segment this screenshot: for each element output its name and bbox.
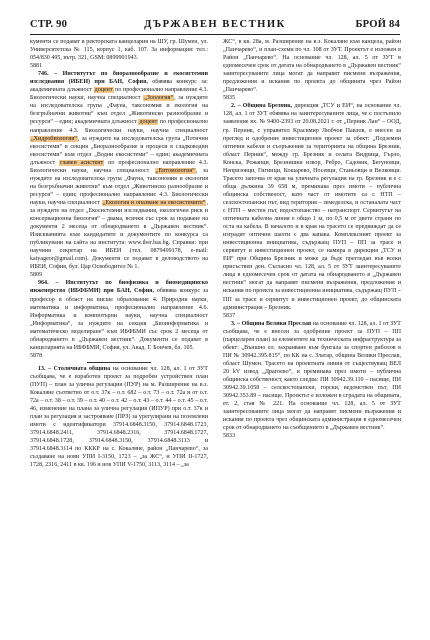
notice-number: 5809 <box>30 272 43 279</box>
text-run: , за нуждите на изследователска група „Фауна, таксономия и екология на безгръбначни животни“ към отдел „Животинско разнообразие и ресурси“ – един; академичната длъжност <box>30 95 208 126</box>
notice-ibfbmi <box>30 279 208 351</box>
notice-veliki-preslav <box>223 320 401 433</box>
notice-breznik <box>223 102 401 311</box>
paragraph: кументи се подават в ректорската канцелария на ШУ, гр. Шумен, ул. Университетска № 115, корпус 1, каб. 107. За информация: тел.: 054/830 495, вътр. 321, GSM: 0899901943. <box>30 39 208 62</box>
page-number: СТР. 90 <box>30 19 68 30</box>
highlight-entomology: „Ентомология“ <box>155 167 195 174</box>
publication-title: ДЪРЖАВЕН ВЕСТНИК <box>144 19 286 30</box>
notice-ibei <box>30 70 208 271</box>
notice-number: 5835 <box>223 95 236 102</box>
text-run: , за нуждите на изследователска група „Потични екосистеми“ в секция „Биоразнообразие и процеси в сладководни екосистеми“ към отдел „Водни екосистеми“ – един; академичната длъжност <box>30 135 208 166</box>
text-run: на основание чл. 128, ал. 1 от ЗУТ съобщава, че е изработен проект за подробен устройствен план (ПУП) – план за улична регулация (ПУР) на м. Разширение на в.з. Кокаляне съответно от о.т. 37к – о.т. 682 – о.т. 73 – о.т. 72а и от о.т. 72а – о.т. 38 – о.т. 39 – о.т. 40 – о.т. 42 – о.т. 43 – о.т. 44 – о.т. 45 – о.т. 46, изменение на плана за улична регулация (ИПУР) при о.т. 37к и план за регулация и застрояване (ПРЗ) за урегулирани на поземлени имоти с идентификатори 37914.6848.3150, 37914.6848.1723, 37914.6848.2411, 37914.6848.2316, 37914.6848.1727, 37914.6848.1728, 37914.6848.3150, 37914.6848.3113 и 37914.6848.3114 по КККР на с. Кокаляне, район „Панчарево“, за създаване на нови УПИ I-3150, 1723 – „за ЖС“, и УПИ II-1727, 1728, 2316, 2411 в кв. 196 и нов УПИ V-1750, 3113, 3114 – „за <box>30 365 208 469</box>
text-run: по професионално направление 4.3. Биологически науки, научна специалност <box>30 119 209 134</box>
highlight-ecology: „Екология и опазване на екосистемите“ <box>102 199 206 206</box>
text-run: , за нуждите на изследователска група „Фауна, таксономия и екология на безгръбначни животни“ към отдел „Животинско разнообразие и ресурси“ – един; професионално направление 4.3. Биологически науки, научна специалност <box>30 167 208 206</box>
notice-heading: 746. – Институтът по биоразнообразие и екосистемни изследвания (ИБЕИ) при БАН, София, <box>30 71 208 86</box>
text-run: по професионално направление 4.3. Биологически науки, научна специалност <box>30 159 209 174</box>
highlight-docent-2: доцент <box>139 119 158 126</box>
notice-heading: 964. – Институтът по биофизика и биомедицинско инженерство (ИБФБМИ) при БАН, София, <box>30 280 208 295</box>
notice-stolichna <box>30 365 208 470</box>
header-rule <box>30 34 400 35</box>
notice-heading: 3. – Община Велики Преслав <box>231 320 312 327</box>
text-run: обявява конкурс за: академичната длъжност <box>30 79 208 94</box>
notice-number: 5878 <box>30 352 43 359</box>
text-run: дирекция „ТСУ и ЕИ“, на основание чл. 128, ал. 1 от ЗУТ обявява на заинтересуваните лица, че с постъпило заявление вх. № 9400-2393 от 20.08.2021 г. от „Перник Лан“ – ООД, гр. Перник, с управител Красимир Любчов Павлов, е внесен за преглед и одобрение инвестиционен проект за обект: „Подземни оптични кабели и съоръжения за територията на община Брезник, област Перник“, между гр. Брезник и селата Видрица, Гърло, Конска, Режанци, Брезнишки извор, Ребро, Садовик, Бегуновци, Непризовци, Гигинци, Кошарево, Носевци, Станьовци и Велковци. Трасето започва от края на уличната регулация на гр. Брезник и е с обща дължина 39 658 м, преминава през имоти – публична общинска собственост, като част от имотите са с НТП – селскостопански път, вид територия – земеделска, и останалата част с НТП – местен път, водостопанство – натранспорт. Сервитутът на оптичната кабелна линия е общо 1 м, по 0,5 м от двете страни по оста на кабела. В началото и в края на трасето се предвиждат да се изградят оптични шахти с два капака. Комплексният проект за инвестиционна инициатива, съдържащ ПУП – ПП за трасе и сервитут и инвестиционен проект, се намира в дирекция „ТСУ и ЕИ“ при Община Брезник и може да бъде прегледан във всеки присъствен ден. Съгласно чл. 128, ал. 5 от ЗУТ заинтересуваните лица в едномесечен срок от датата на обнародването в „Държавен вестник“ могат да направят писмени възражения, предложения и искания по проекта за инвестиционна инициатива, съдържащ ПУП – ПП за трасе и сервитут и инвестиционен проект, до общинската администрация – Брезник. <box>223 103 402 311</box>
highlight-hydrobiology: „Хидробиология“ <box>31 135 77 142</box>
left-column <box>30 38 208 469</box>
text-run: на основание чл. 128, ал. 1 от ЗУТ съобщава, че е внесен за одобрение проект за ПУП – ПП (парцеларен план) за елементите на техническата инфраструктура за обект: „Външно ел. захранване към бунгала за спортен риболов в ПИ № 30942.395.815“, по КК на с. Златар, община Велики Преслав, област Шумен. Трасето на проектната линия от съществуващ ВЕЛ 20 kV извод „Драгоево“, и преминава през имоти – публична общинска собственост, както следва: ПИ 30942.39.110 – пасище, ПИ 30942.39.1058 – селскостопански, горски, ведомствен път, ПИ 30942.353.89 – пасище. Проектът е изложен в сградата на общината, ет. 2, стая № 221. На основание чл. 128, ал. 5 от ЗУТ заинтересованите лица могат да направят писмени възражения и искания по проекта чрез общинската администрация в едномесечен срок от обнародването на съобщението в „Държавен вестник“. <box>223 320 401 432</box>
notice-number: 5881 <box>30 63 43 70</box>
notice-heading: 13. – Столичната община <box>38 365 111 372</box>
notice-number: 5833 <box>223 433 236 440</box>
highlight-docent: доцент <box>94 87 113 94</box>
right-column <box>223 38 401 440</box>
highlight-zoology: „Зоология“ <box>144 95 174 102</box>
text-run: , за нуждите на отдел „Екосистемни изследвания, екологичен риск и консервационна биология“ – двама, всички със срок за подаване на документи 2 месеца от обнародването в „Държавен вестник“. Изискванията към кандидатите и документите по конкурса са публикувани на сайта на института: www.iber.bas.bg. Справки: при научния секретар на ИБЕИ (тел. 0879499178, e-mail: katyageor@gmail.com). Документи се подават в деловодството на ИБЕИ, София, бул. Цар Освободител № 1. <box>30 199 208 271</box>
text-run: обявява конкурс за професор в област на висше образование 4. Природни науки, математика и информатика, професионално направление 4.6. Информатика и компютърни науки, научна специалност „Информатика“, за нуждите на секция „Биоинформатика и математическо моделиране“ към ИБФБМИ със срок 2 месеца от обнародването в „Държавен вестник“. Документи се подават в канцеларията на ИБФБМИ, София, ул. Акад. Г. Бончев, бл. 105. <box>30 288 209 351</box>
page-header <box>30 19 400 33</box>
notice-number: 5837 <box>223 312 236 319</box>
text-run: по професионално направление 4.3. Биологически науки, научна специалност <box>30 87 208 102</box>
section-separator <box>87 362 151 363</box>
paragraph: ЖС“, в кв. 28а, м. Разширение на в.з. Кокаляне към канцела, район „Панчарево“, и план-схеми по чл. 108 от ЗУТ. Проектът е изложен в Район „Панчарево“. На основание чл. 128, ал. 5 от ЗУТ в едномесечен срок от датата на обнародването в „Държавен вестник“ заинтересуваните лица могат да направят писмени възражения, предложения и искания по проекта до общинята чрез Район „Панчарево“. <box>223 39 401 94</box>
notice-heading: 2. – Община Брезник, <box>231 103 293 110</box>
issue-number: БРОЙ 84 <box>355 19 400 30</box>
highlight-chief-assistant: главен асистент <box>60 159 104 166</box>
